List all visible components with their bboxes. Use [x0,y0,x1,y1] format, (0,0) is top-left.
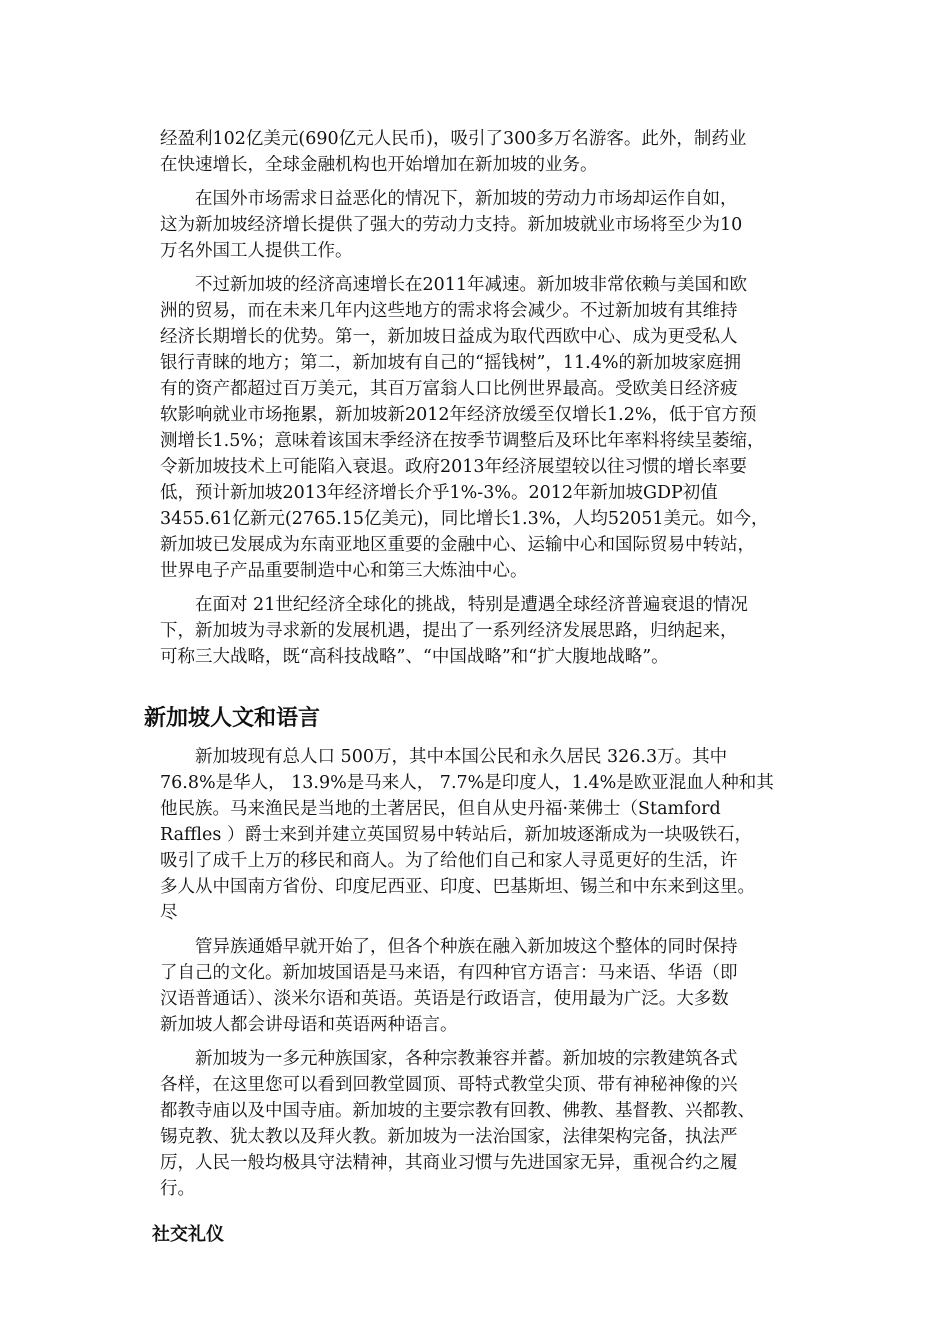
text-line: 他民族。马来渔民是当地的土著居民，但自从史丹福·莱佛士（Stamford [160,799,721,819]
text-line: 有的资产都超过百万美元，其百万富翁人口比例世界最高。受欧美日经济疲 [160,379,738,399]
text-line: 多人从中国南方省份、印度尼西亚、印度、巴基斯坦、锡兰和中东来到这里。 [160,877,755,897]
text-line: 银行青睐的地方；第二，新加坡有自己的“摇钱树”，11.4%的新加坡家庭拥 [160,353,741,373]
paragraph [160,744,810,926]
text-line: 了自己的文化。新加坡国语是马来语，有四种官方语言：马来语、华语（即 [160,963,738,983]
text-line: 3455.61亿新元(2765.15亿美元)，同比增长1.3%，人均52051美元。如今， [160,509,769,529]
text-line: 世界电子产品重要制造中心和第三大炼油中心。 [160,561,528,581]
paragraph [160,1046,810,1202]
text-line: 锡克教、犹太教以及拜火教。新加坡为一法治国家，法律架构完备，执法严 [160,1127,738,1147]
text-line: 在国外市场需求日益恶化的情况下，新加坡的劳动力市场却运作自如， [160,189,738,209]
text-line: 下，新加坡为寻求新的发展机遇，提出了一系列经济发展思路，归纳起来， [160,621,738,641]
text-line: 吸引了成千上万的移民和商人。为了给他们自己和家人寻觅更好的生活，许 [160,851,738,871]
text-line: 令新加坡技术上可能陷入衰退。政府2013年经济展望较以往习惯的增长率要 [160,457,748,477]
text-line: 这为新加坡经济增长提供了强大的劳动力支持。新加坡就业市场将至少为10 [160,215,743,235]
paragraph [160,126,810,178]
text-line: 新加坡人都会讲母语和英语两种语言。 [160,1015,458,1035]
text-line: 汉语普通话）、淡米尔语和英语。英语是行政语言，使用最为广泛。大多数 [160,989,729,1009]
text-line: 在快速增长，全球金融机构也开始增加在新加坡的业务。 [160,155,598,175]
paragraph [160,186,810,264]
text-line: 厉，人民一般均极具守法精神，其商业习惯与先进国家无异，重视合约之履 [160,1153,738,1173]
text-line: 行。 [160,1179,195,1199]
text-line: 新加坡已发展成为东南亚地区重要的金融中心、运输中心和国际贸易中转站， [160,535,755,555]
text-line: Raffles ）爵士来到并建立英国贸易中转站后，新加坡逐渐成为一块吸铁石， [160,825,752,845]
text-line: 软影响就业市场拖累，新加坡新2012年经济放缓至仅增长1.2%，低于官方预 [160,405,757,425]
text-line: 各样，在这里您可以看到回教堂圆顶、哥特式教堂尖顶、带有神秘神像的兴 [160,1075,738,1095]
text-line: 新加坡为一多元种族国家，各种宗教兼容并蓄。新加坡的宗教建筑各式 [160,1049,738,1069]
text-line: 万名外国工人提供工作。 [160,241,353,261]
text-line: 都教寺庙以及中国寺庙。新加坡的主要宗教有回教、佛教、基督教、兴都教、 [160,1101,755,1121]
text-line: 经盈利102亿美元(690亿元人民币)，吸引了300多万名游客。此外，制药业 [160,129,747,149]
document-page [144,126,810,1248]
text-line: 可称三大战略，既“高科技战略”、“中国战略”和“扩大腹地战略”。 [160,647,669,667]
text-line: 76.8%是华人， 13.9%是马来人， 7.7%是印度人，1.4%是欧亚混血人种和其 [160,773,774,793]
text-line: 经济长期增长的优势。第一，新加坡日益成为取代西欧中心、成为更受私人 [160,327,738,347]
subsection-heading: 社交礼仪 [152,1224,224,1245]
text-line: 新加坡现有总人口 500万，其中本国公民和永久居民 326.3万。其中 [160,747,728,767]
text-line: 尽 [160,903,178,923]
text-line: 测增长1.5%；意味着该国末季经济在按季节调整后及环比年率料将续呈萎缩， [160,431,765,451]
section-heading: 新加坡人文和语言 [144,706,321,731]
text-line: 洲的贸易，而在未来几年内这些地方的需求将会减少。不过新加坡有其维持 [160,301,738,321]
text-line: 管异族通婚早就开始了，但各个种族在融入新加坡这个整体的同时保持 [160,937,738,957]
paragraph [160,934,810,1038]
text-line: 不过新加坡的经济高速增长在2011年减速。新加坡非常依赖与美国和欧 [160,275,748,295]
text-line: 在面对 21世纪经济全球化的挑战，特别是遭遇全球经济普遍衰退的情况 [160,595,748,615]
paragraph [160,272,810,584]
paragraph [160,592,810,670]
text-line: 低，预计新加坡2013年经济增长介乎1%-3%。2012年新加坡GDP初值 [160,483,718,503]
